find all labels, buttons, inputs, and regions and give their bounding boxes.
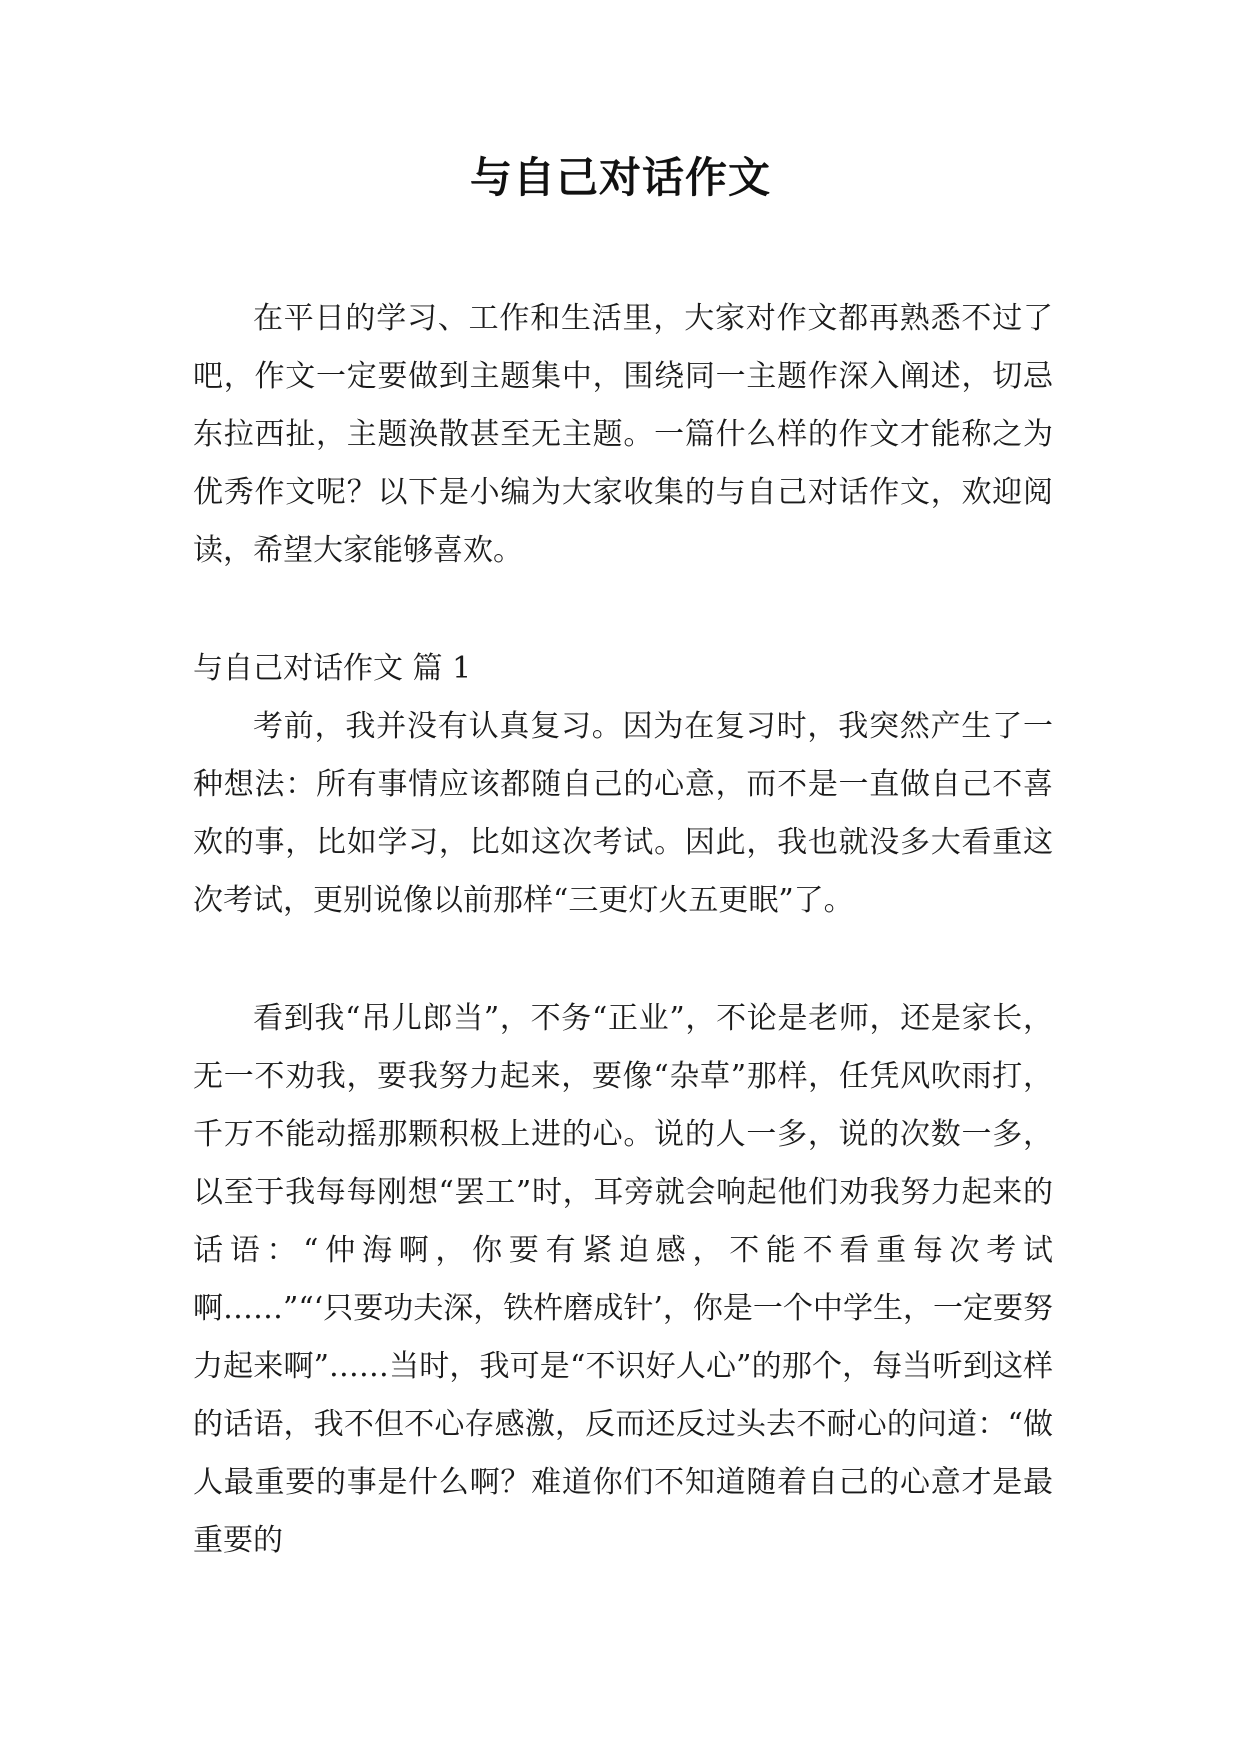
intro-paragraph: 在平日的学习、工作和生活里，大家对作文都再熟悉不过了吧，作文一定要做到主题集中，围绕同一主题作深入阐述，切忌东拉西扯，主题涣散甚至无主题。一篇什么样的作文才能称之为优秀作文呢？以下是小编为大家收集的与自己对话作文，欢迎阅读，希望大家能够喜欢。 — [193, 301, 1053, 568]
section-heading: 与自己对话作文 篇 1 — [193, 651, 472, 686]
document-title: 与自己对话作文 — [469, 153, 771, 202]
body-paragraph-1: 考前，我并没有认真复习。因为在复习时，我突然产生了一种想法：所有事情应该都随自己的心意，而不是一直做自己不喜欢的事，比如学习，比如这次考试。因此，我也就没多大看重这次考试，更别说像以前那样“三更灯火五更眠”了。 — [193, 709, 1053, 918]
body-paragraph-2: 看到我“吊儿郎当”，不务“正业”，不论是老师，还是家长，无一不劝我，要我努力起来，要像“杂草”那样，任凭风吹雨打，千万不能动摇那颗积极上进的心。说的人一多，说的次数一多，以至于我每每刚想“罢工”时，耳旁就会响起他们劝我努力起来的话语：“仲海啊，你要有紧迫感，不能不看重每次考试啊……”“‘只要功夫深，铁杵磨成针’，你是一个中学生，一定要努力起来啊”……当时，我可是“不识好人心”的那个，每当听到这样的话语，我不但不心存感激，反而还反过头去不耐心的问道：“做人最重要的事是什么啊？难道你们不知道随着自己的心意才是最重要的 — [193, 1001, 1053, 1558]
